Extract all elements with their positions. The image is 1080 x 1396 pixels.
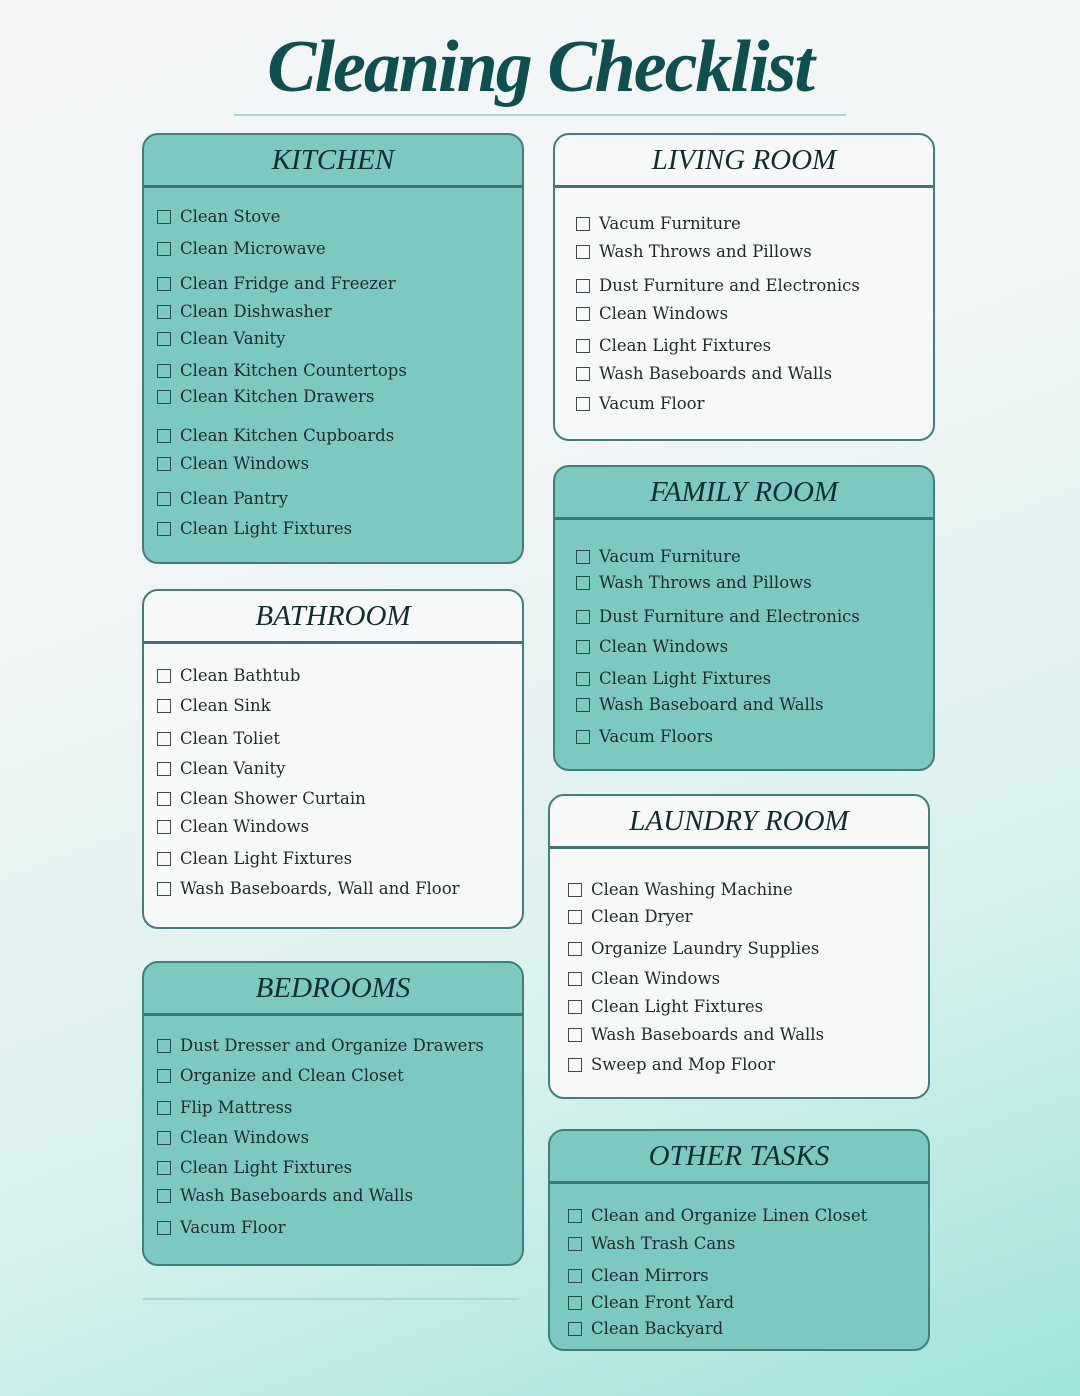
checkbox[interactable] [157, 792, 171, 806]
checklist-item[interactable] [568, 969, 720, 988]
checklist-item[interactable] [576, 547, 741, 566]
checklist-item[interactable] [568, 997, 763, 1016]
checklist-item-label: Clean Backyard [591, 1319, 724, 1338]
checklist-item[interactable] [576, 304, 728, 323]
checklist-item[interactable] [576, 336, 771, 355]
bathroom-section [142, 589, 524, 929]
family-room-heading: FAMILY ROOM [555, 467, 933, 520]
checklist-item[interactable] [568, 1266, 709, 1285]
checklist-item-label: Vacum Floors [599, 727, 713, 746]
checklist-item[interactable] [157, 666, 300, 685]
checklist-item-label: Clean Front Yard [591, 1293, 735, 1312]
checkbox[interactable] [157, 852, 171, 866]
checkbox[interactable] [576, 640, 590, 654]
checklist-item[interactable] [576, 695, 824, 714]
title-divider [234, 114, 846, 116]
checklist-item[interactable] [157, 489, 288, 508]
checkbox[interactable] [568, 942, 582, 956]
family-room-section [553, 465, 935, 771]
checklist-item[interactable] [568, 1319, 723, 1338]
checklist-item[interactable] [576, 242, 812, 261]
checklist-item[interactable] [157, 302, 332, 321]
checkbox[interactable] [157, 242, 171, 256]
checklist-item-label: Clean Windows [591, 969, 721, 988]
checklist-item-label: Clean Light Fixtures [599, 336, 772, 355]
checklist-item-label: Wash Trash Cans [591, 1234, 736, 1253]
checklist-item-label: Clean Washing Machine [591, 880, 793, 899]
kitchen-heading: KITCHEN [144, 135, 522, 188]
checklist-item-label: Vacum Floor [180, 1218, 286, 1237]
checklist-item[interactable] [157, 1066, 404, 1085]
checkbox[interactable] [568, 1296, 582, 1310]
checklist-item-label: Clean Windows [180, 1128, 310, 1147]
checkbox[interactable] [157, 277, 171, 291]
checklist-item-label: Wash Baseboards and Walls [591, 1025, 825, 1044]
checkbox[interactable] [157, 1131, 171, 1145]
checklist-item[interactable] [157, 207, 280, 226]
checkbox[interactable] [576, 307, 590, 321]
checklist-item-label: Clean Dishwasher [180, 302, 332, 321]
checklist-item[interactable] [157, 387, 374, 406]
checklist-item-label: Clean Dryer [591, 907, 693, 926]
checkbox[interactable] [157, 305, 171, 319]
bedrooms-heading: BEDROOMS [144, 963, 522, 1016]
checklist-item[interactable] [157, 1128, 309, 1147]
checkbox[interactable] [568, 972, 582, 986]
checkbox[interactable] [568, 1237, 582, 1251]
checklist-item-label: Clean Shower Curtain [180, 789, 366, 808]
checkbox[interactable] [157, 882, 171, 896]
checklist-item[interactable] [157, 454, 309, 473]
checkbox[interactable] [576, 245, 590, 259]
checklist-item[interactable] [568, 1293, 734, 1312]
checklist-item-label: Clean Mirrors [591, 1266, 709, 1285]
checkbox[interactable] [568, 1322, 582, 1336]
checklist-item-label: Clean Toliet [180, 729, 280, 748]
checkbox[interactable] [576, 397, 590, 411]
checklist-item[interactable] [157, 1158, 352, 1177]
checklist-item-label: Clean Light Fixtures [180, 849, 353, 868]
checkbox[interactable] [157, 332, 171, 346]
checklist-item[interactable] [568, 939, 819, 958]
kitchen-section [142, 133, 524, 564]
checklist-item[interactable] [157, 729, 280, 748]
checklist-item-label: Clean Light Fixtures [599, 669, 772, 688]
checklist-item-label: Wash Throws and Pillows [599, 573, 812, 592]
checklist-item-label: Clean Bathtub [180, 666, 301, 685]
checklist-item-label: Clean Windows [180, 454, 310, 473]
checklist-item[interactable] [157, 849, 352, 868]
checklist-item-label: Wash Baseboard and Walls [599, 695, 824, 714]
checklist-item-label: Clean Fridge and Freezer [180, 274, 396, 293]
living-room-heading: LIVING ROOM [555, 135, 933, 188]
checklist-item[interactable] [157, 1036, 484, 1055]
checklist-item-label: Clean Pantry [180, 489, 289, 508]
checkbox[interactable] [157, 669, 171, 683]
checklist-item-label: Wash Baseboards and Walls [599, 364, 833, 383]
checklist-item-label: Organize Laundry Supplies [591, 939, 820, 958]
checkbox[interactable] [157, 429, 171, 443]
checkbox[interactable] [157, 1221, 171, 1235]
checklist-item[interactable] [576, 727, 713, 746]
checklist-item[interactable] [157, 696, 271, 715]
checkbox[interactable] [576, 339, 590, 353]
bedrooms-section [142, 961, 524, 1266]
checklist-item[interactable] [576, 276, 860, 295]
checklist-item[interactable] [157, 1186, 413, 1205]
checklist-item-label: Clean Windows [599, 304, 729, 323]
checklist-item[interactable] [157, 759, 285, 778]
checklist-item[interactable] [568, 880, 793, 899]
checklist-item-label: Dust Dresser and Organize Drawers [180, 1036, 484, 1055]
checklist-item[interactable] [576, 214, 741, 233]
checklist-item[interactable] [157, 1098, 292, 1117]
checklist-item-label: Sweep and Mop Floor [591, 1055, 776, 1074]
footer-divider [143, 1298, 519, 1300]
checklist-item-label: Wash Throws and Pillows [599, 242, 812, 261]
checkbox[interactable] [576, 367, 590, 381]
checkbox[interactable] [157, 1189, 171, 1203]
checklist-item-label: Clean Microwave [180, 239, 326, 258]
checkbox[interactable] [568, 1209, 582, 1223]
checkbox[interactable] [157, 1161, 171, 1175]
other-tasks-heading: OTHER TASKS [550, 1131, 928, 1184]
checklist-item-label: Vacum Furniture [599, 214, 741, 233]
checkbox[interactable] [568, 883, 582, 897]
checklist-item-label: Organize and Clean Closet [180, 1066, 404, 1085]
checkbox[interactable] [576, 672, 590, 686]
checkbox[interactable] [568, 1028, 582, 1042]
checklist-item[interactable] [157, 1218, 285, 1237]
checkbox[interactable] [568, 1269, 582, 1283]
checkbox[interactable] [576, 610, 590, 624]
page-title: Cleaning Checklist [267, 26, 813, 108]
checkbox[interactable] [576, 279, 590, 293]
checklist-item-label: Clean Sink [180, 696, 271, 715]
checklist-item-label: Clean Stove [180, 207, 281, 226]
checkbox[interactable] [576, 576, 590, 590]
checkbox[interactable] [576, 550, 590, 564]
checklist-item-label: Vacum Floor [599, 394, 705, 413]
checklist-item-label: Clean Light Fixtures [180, 519, 353, 538]
checklist-item-label: Clean Kitchen Countertops [180, 361, 407, 380]
checklist-item-label: Clean Vanity [180, 329, 286, 348]
checklist-item-label: Dust Furniture and Electronics [599, 276, 860, 295]
checkbox[interactable] [157, 1101, 171, 1115]
checkbox[interactable] [157, 390, 171, 404]
checkbox[interactable] [157, 732, 171, 746]
checklist-item[interactable] [568, 1234, 735, 1253]
checklist-item-label: Clean Kitchen Cupboards [180, 426, 395, 445]
checkbox[interactable] [157, 492, 171, 506]
checklist-item[interactable] [576, 394, 704, 413]
laundry-room-section [548, 794, 930, 1099]
bathroom-heading: BATHROOM [144, 591, 522, 644]
living-room-section [553, 133, 935, 441]
checklist-item-label: Clean Kitchen Drawers [180, 387, 375, 406]
checklist-item[interactable] [157, 329, 285, 348]
checklist-item[interactable] [576, 607, 860, 626]
checkbox[interactable] [157, 210, 171, 224]
checkbox[interactable] [568, 910, 582, 924]
checkbox[interactable] [157, 364, 171, 378]
checkbox[interactable] [157, 820, 171, 834]
checkbox[interactable] [157, 522, 171, 536]
checklist-item[interactable] [576, 364, 832, 383]
checklist-item[interactable] [568, 1025, 824, 1044]
checklist-item[interactable] [568, 907, 692, 926]
checkbox[interactable] [568, 1000, 582, 1014]
checklist-item[interactable] [576, 573, 812, 592]
checkbox[interactable] [157, 699, 171, 713]
checklist-item[interactable] [157, 519, 352, 538]
checklist-item-label: Wash Baseboards, Wall and Floor [180, 879, 460, 898]
checklist-item[interactable] [157, 879, 460, 898]
checklist-item[interactable] [157, 817, 309, 836]
checklist-item[interactable] [576, 669, 771, 688]
checkbox[interactable] [576, 698, 590, 712]
checklist-item[interactable] [157, 361, 407, 380]
laundry-room-heading: LAUNDRY ROOM [550, 796, 928, 849]
checklist-item-label: Wash Baseboards and Walls [180, 1186, 414, 1205]
checklist-item-label: Clean Light Fixtures [591, 997, 764, 1016]
other-tasks-section [548, 1129, 930, 1351]
checklist-item[interactable] [157, 239, 326, 258]
checklist-item-label: Clean and Organize Linen Closet [591, 1206, 868, 1225]
checklist-item[interactable] [157, 789, 366, 808]
checkbox[interactable] [157, 1069, 171, 1083]
checkbox[interactable] [576, 217, 590, 231]
checklist-item-label: Clean Windows [599, 637, 729, 656]
checklist-item-label: Clean Light Fixtures [180, 1158, 353, 1177]
checklist-item-label: Flip Mattress [180, 1098, 293, 1117]
checklist-item[interactable] [157, 426, 394, 445]
checklist-item-label: Clean Windows [180, 817, 310, 836]
checklist-item[interactable] [568, 1206, 867, 1225]
checklist-item[interactable] [576, 637, 728, 656]
checklist-item-label: Vacum Furniture [599, 547, 741, 566]
checklist-item-label: Clean Vanity [180, 759, 286, 778]
checklist-item[interactable] [568, 1055, 775, 1074]
checklist-item-label: Dust Furniture and Electronics [599, 607, 860, 626]
checkbox[interactable] [157, 457, 171, 471]
checkbox[interactable] [157, 762, 171, 776]
checkbox[interactable] [157, 1039, 171, 1053]
checkbox[interactable] [568, 1058, 582, 1072]
checkbox[interactable] [576, 730, 590, 744]
checklist-item[interactable] [157, 274, 396, 293]
